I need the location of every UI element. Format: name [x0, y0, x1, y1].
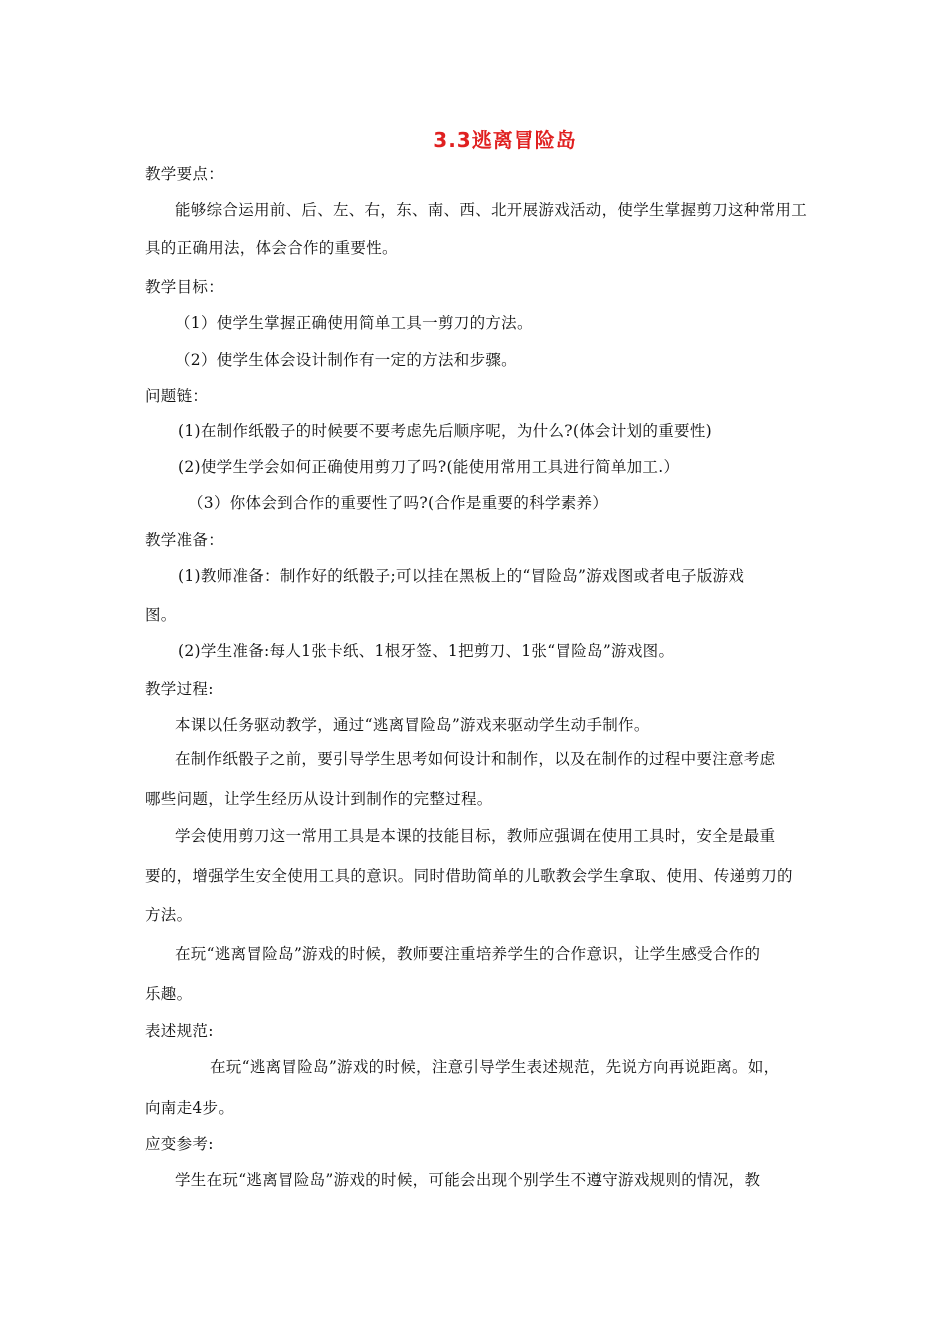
paragraph-line: 能够综合运用前、后、左、右，东、南、西、北开展游戏活动，使学生掌握剪刀这种常用工	[175, 201, 808, 219]
list-item: (1)教师准备：制作好的纸骰子;可以挂在黑板上的“冒险岛”游戏图或者电子版游戏	[178, 567, 745, 585]
paragraph-line: 乐趣。	[145, 985, 193, 1003]
paragraph-line: 在玩“逃离冒险岛”游戏的时候，教师要注重培养学生的合作意识，让学生感受合作的	[175, 945, 761, 963]
paragraph-line: 图。	[145, 606, 177, 624]
document-title: 3.3逃离冒险岛	[433, 128, 577, 152]
list-item: （2）使学生体会设计制作有一定的方法和步骤。	[175, 351, 517, 369]
list-item: （1）使学生掌握正确使用简单工具一剪刀的方法。	[175, 314, 533, 332]
paragraph-line: 哪些问题，让学生经历从设计到制作的完整过程。	[145, 790, 493, 808]
heading-teaching-points: 教学要点：	[145, 165, 225, 183]
heading-teaching-process: 教学过程:	[145, 680, 214, 698]
paragraph-line: 在制作纸骰子之前，要引导学生思考如何设计和制作，以及在制作的过程中要注意考虑	[175, 750, 776, 768]
paragraph-line: 学生在玩“逃离冒险岛”游戏的时候，可能会出现个别学生不遵守游戏规则的情况，教	[175, 1171, 761, 1189]
list-item: (2)使学生学会如何正确使用剪刀了吗?(能使用常用工具进行简单加工.）	[178, 458, 680, 476]
paragraph-line: 向南走4步。	[145, 1099, 235, 1117]
paragraph-line: 方法。	[145, 906, 193, 924]
paragraph-line: 学会使用剪刀这一常用工具是本课的技能目标，教师应强调在使用工具时，安全是最重	[175, 827, 776, 845]
list-item: (1)在制作纸骰子的时候要不要考虑先后顺序呢，为什么?(体会计划的重要性)	[178, 422, 712, 440]
list-item: （3）你体会到合作的重要性了吗?(合作是重要的科学素养）	[188, 494, 609, 512]
paragraph-line: 具的正确用法，体会合作的重要性。	[145, 239, 398, 257]
heading-teaching-preparation: 教学准备：	[145, 531, 225, 549]
heading-expression-norms: 表述规范:	[145, 1022, 214, 1040]
paragraph-line: 本课以任务驱动教学，通过“逃离冒险岛”游戏来驱动学生动手制作。	[175, 716, 650, 734]
heading-question-chain: 问题链：	[145, 387, 209, 405]
list-item: (2)学生准备:每人1张卡纸、1根牙签、1把剪刀、1张“冒险岛”游戏图。	[178, 642, 675, 660]
paragraph-line: 在玩“逃离冒险岛”游戏的时候，注意引导学生表述规范，先说方向再说距离。如，	[210, 1058, 780, 1076]
heading-teaching-goals: 教学目标：	[145, 278, 225, 296]
heading-contingency-reference: 应变参考:	[145, 1135, 214, 1153]
paragraph-line: 要的，增强学生安全使用工具的意识。同时借助简单的儿歌教会学生拿取、使用、传递剪刀的	[145, 867, 793, 885]
